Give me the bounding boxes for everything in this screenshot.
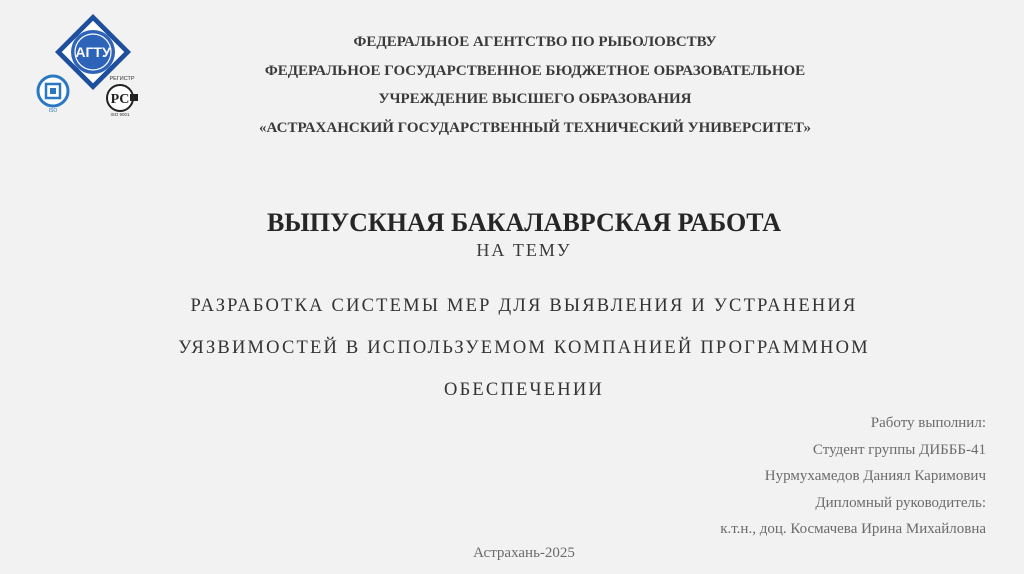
iso-certificate-logo <box>36 74 70 114</box>
header-university-name: «АСТРАХАНСКИЙ ГОСУДАРСТВЕННЫЙ ТЕХНИЧЕСКИЙ УНИВЕРСИТЕТ» <box>259 119 811 136</box>
work-topic <box>0 285 1024 411</box>
university-logo-text: АГТУ <box>75 44 111 60</box>
student-name: Нурмухамедов Даниял Каримович <box>764 468 986 484</box>
supervisor-label: Дипломный руководитель: <box>815 494 986 511</box>
header-agency: ФЕДЕРАЛЬНОЕ АГЕНТСТВО ПО РЫБОЛОВСТВУ <box>353 34 717 50</box>
svg-text:ISO: ISO <box>48 108 58 114</box>
on-topic-label: НА ТЕМУ <box>476 240 572 260</box>
topic-line-1: РАЗРАБОТКА СИСТЕМЫ МЕР ДЛЯ ВЫЯВЛЕНИЯ И УСТРАНЕНИЯ <box>190 296 858 316</box>
city-year: Астрахань-2025 <box>473 545 575 561</box>
institution-header <box>200 28 870 142</box>
student-group: Студент группы ДИБББ-41 <box>812 441 986 458</box>
header-institution-type: ФЕДЕРАЛЬНОЕ ГОСУДАРСТВЕННОЕ БЮДЖЕТНОЕ ОБРАЗОВАТЕЛЬНОЕ <box>264 62 806 79</box>
supervisor-name: к.т.н., доц. Космачева Ирина Михайловна <box>720 521 986 537</box>
svg-text:ISO 9001: ISO 9001 <box>110 112 130 117</box>
author-block <box>626 410 986 543</box>
logo-group <box>36 12 146 122</box>
work-title: ВЫПУСКНАЯ БАКАЛАВРСКАЯ РАБОТА <box>266 208 782 237</box>
svg-text:РЕГИСТР: РЕГИСТР <box>109 76 135 82</box>
header-institution-level: УЧРЕЖДЕНИЕ ВЫСШЕГО ОБРАЗОВАНИЯ <box>378 91 692 108</box>
svg-text:РС: РС <box>110 92 130 107</box>
topic-line-3: ОБЕСПЕЧЕНИИ <box>444 380 604 400</box>
performed-by-label: Работу выполнил: <box>870 415 986 431</box>
topic-line-2: УЯЗВИМОСТЕЙ В ИСПОЛЬЗУЕМОМ КОМПАНИЕЙ ПРОГРАММНОМ <box>178 338 870 358</box>
register-certificate-logo <box>102 74 144 118</box>
